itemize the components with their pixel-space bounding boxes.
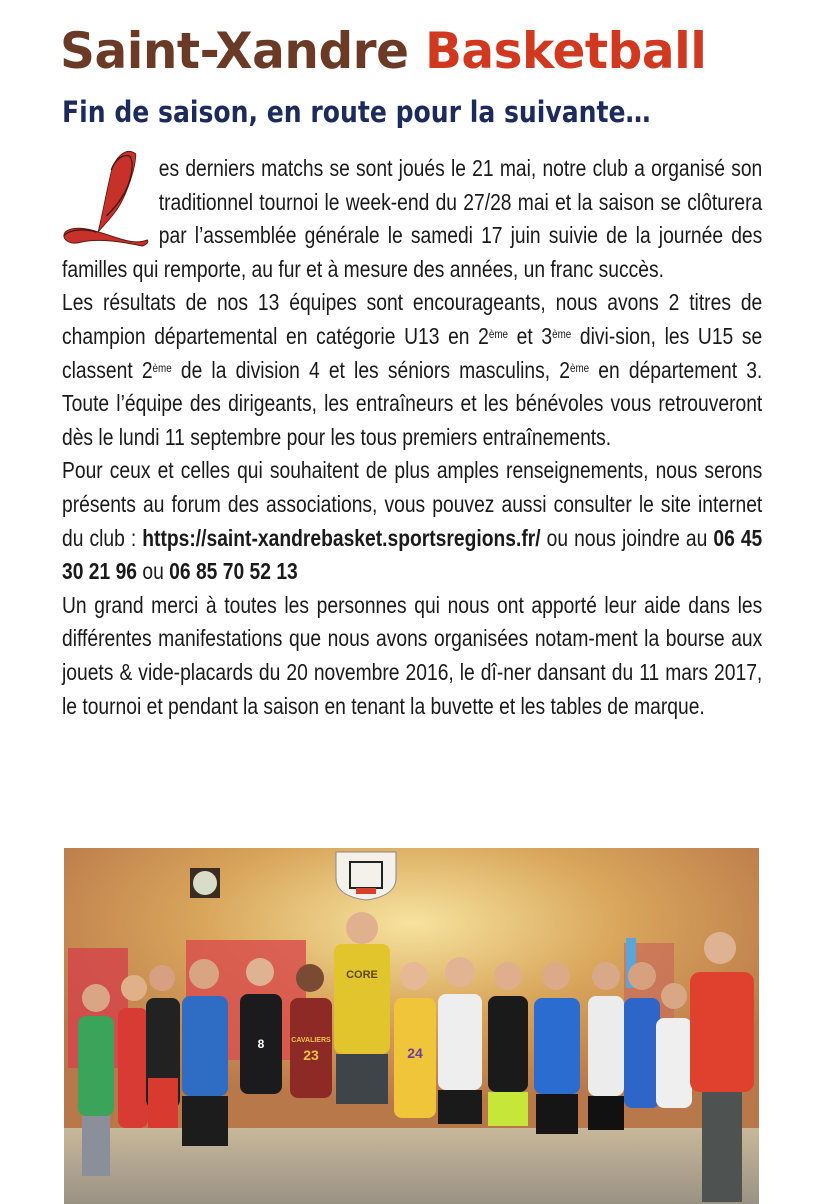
team-photo [64, 848, 759, 1204]
jersey-number-23: 23 [303, 1047, 319, 1063]
paragraph-2: Les résultats de nos 13 équipes sont encourageants, nous avons 2 titres de champion départemental en catégorie U13 en 2ème et 3ème divi-sion, les U15 se classent 2ème de la division 4 et les séniors masculins, 2ème en département 3. Toute l’équipe des dirigeants, les entraîneurs et les bénévoles vous retrouveront dès le lundi 11 septembre pour les tous premiers entraînements. [62, 289, 763, 450]
club-website-link[interactable]: https://saint-xandrebasket.sportsregions.fr/ [142, 524, 541, 551]
basketball-hoop-icon [336, 852, 396, 900]
jersey-text-core: CORE [346, 969, 378, 981]
paragraph-1: es derniers matchs se sont joués le 21 mai, notre club a organisé son traditionnel tournoi le week-end du 27/28 mai et la saison se clôturera par l’assemblée générale le samedi 17 juin suivie de la journée des familles qui remporte, au fur et à mesure des années, un franc succès. [62, 152, 762, 286]
page-title [60, 18, 706, 84]
paragraph-3: Pour ceux et celles qui souhaitent de plus amples renseignements, nous serons présents au forum des associations, vous pouvez aussi consulter le site internet du club : https://saint-xandrebasket.sportsregions.fr/ ou nous joindre au 06 45 30 21 96 ou 06 85 70 52 13 [62, 457, 763, 585]
phone-number-2: 06 85 70 52 13 [169, 558, 298, 585]
dropcap-letter-icon [57, 150, 155, 250]
article-body [62, 152, 762, 723]
paragraph-4: Un grand merci à toutes les personnes qui nous ont apporté leur aide dans les différentes manifestations que nous avons organisées notam-ment la bourse aux jouets & vide-placards du 20 novembre 2016, le dî-ner dansant du 11 mars 2017, le tournoi et pendant la saison en tenant la buvette et les tables de marque. [62, 591, 763, 719]
title-club-name: Saint-Xandre [60, 22, 409, 80]
title-sport: Basketball [424, 22, 707, 80]
page-subtitle: Fin de saison, en route pour la suivante… [62, 95, 651, 129]
phone-number-1: 06 45 30 21 96 [62, 524, 763, 585]
jersey-text-cavaliers: CAVALIERS [291, 1037, 331, 1044]
gym-floor [64, 1128, 759, 1204]
wall-clock-icon [190, 868, 220, 898]
jersey-number-24: 24 [407, 1045, 423, 1061]
jersey-number-8: 8 [257, 1037, 265, 1051]
